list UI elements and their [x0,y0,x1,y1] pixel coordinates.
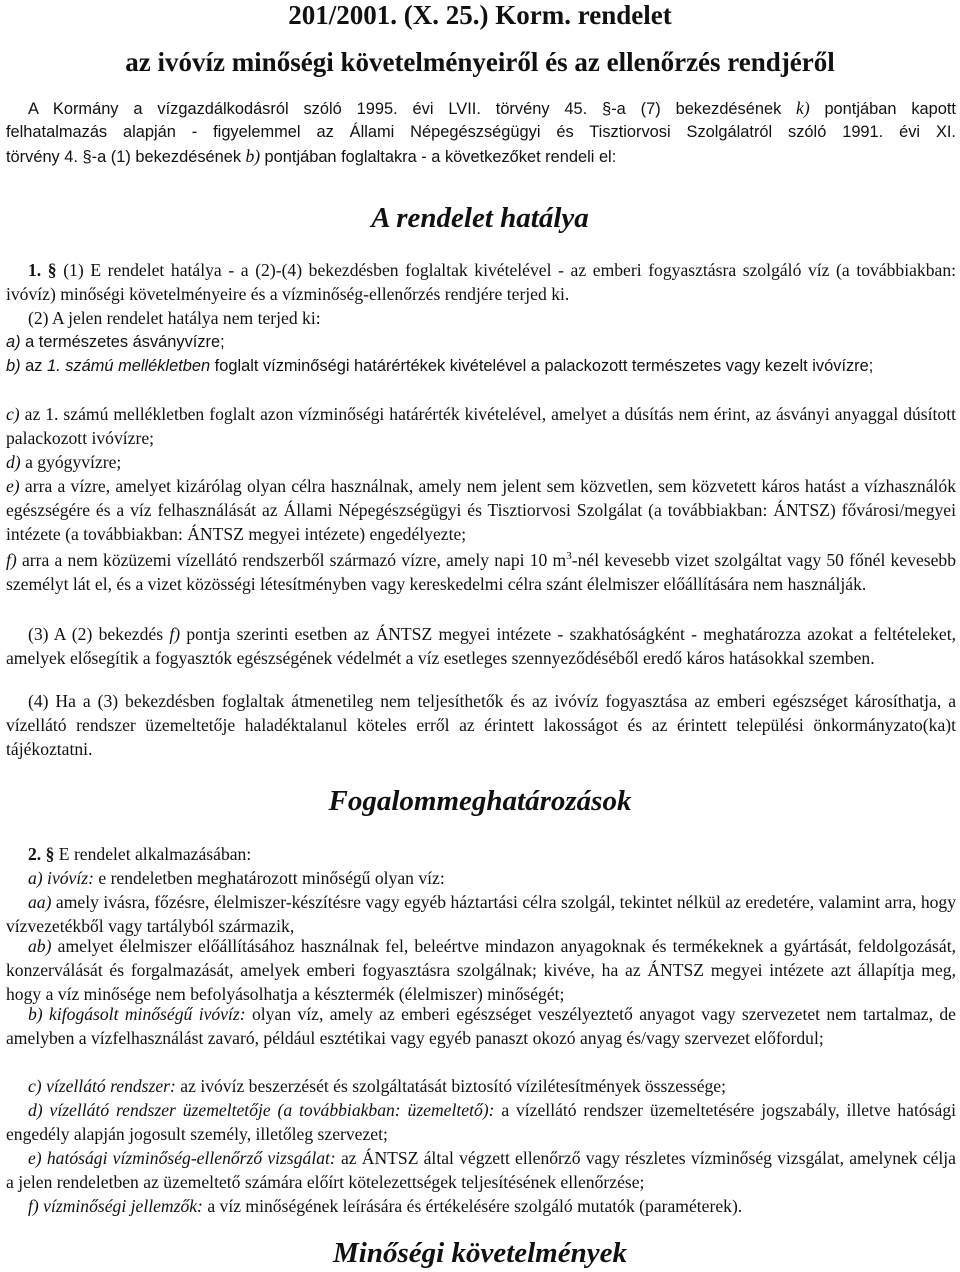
section2-item-a: a) ivóvíz: e rendeletben meghatározott minőségű olyan víz: [28,868,445,888]
document-subtitle: az ivóvíz minőségi követelményeiről és az ellenőrzés rendjéről [125,47,835,77]
section2-intro: 2. § E rendelet alkalmazásában: [28,844,252,864]
section-heading-quality-requirements: Minőségi követelmények [333,1237,627,1269]
section1-item-a: a) a természetes ásványvízre; [6,333,225,351]
section1-item-e: e) arra a vízre, amelyet kizárólag olyan célra használnak, amely nem jelent sem közvetlen, sem közvetett káros hatást a vízhasználók egészségére és a víz felhasználását az Állami Népegészségügyi és Tisztiorvosi Szolgálat (a továbbiakban: ÁNTSZ) fővárosi/megyei intézete (a továbbiakban: ÁNTSZ megyei intézete) engedélyezte; [6,476,956,544]
section2-item-aa: aa) amely ivásra, főzésre, élelmiszer-készítésre vagy egyéb háztartási célra szolgál, tekintet nélkül az eredetére, valamint arra, hogy vízvezetékből vagy tartályból származik, [6,892,957,936]
section1-paragraph-3: (3) A (2) bekezdés f) pontja szerinti esetben az ÁNTSZ megyei intézete - szakhatóságként - meghatározza azokat a feltételeket, amelyek elősegítik a fogyasztók egészségének védelmét a víz esetleges szennyeződéséből eredő káros hatásokkal szemben. [6,624,956,668]
section2-item-c: c) vízellátó rendszer: az ivóvíz beszerzését és szolgáltatását biztosító vízilétesítmények összessége; [28,1076,726,1096]
section-heading-definitions: Fogalommeghatározások [328,785,632,817]
section2-item-e: e) hatósági vízminőség-ellenőrző vizsgálat: az ÁNTSZ által végzett ellenőrző vagy részletes vízminőség vizsgálat, amelynek célja a jelen rendeletben az üzemeltető számára előírt kötelezettségek teljesítésének ellenőrzése; [6,1148,956,1192]
section2-item-b: b) kifogásolt minőségű ivóvíz: olyan víz, amely az emberi egészséget veszélyeztető anyagot vagy szervezetet nem tartalmaz, de amelyben a vízfelhasználást zavaró, például esztétikai vagy egyéb panaszt okozó anyag és/vagy szervezet előfordul; [6,1004,956,1048]
section1-paragraph-2: (2) A jelen rendelet hatálya nem terjed ki: [28,308,321,328]
preamble-line-1: A Kormány a vízgazdálkodásról szóló 1995. évi LVII. törvény 45. §-a (7) bekezdésének k) pontjában kapott [28,98,956,118]
preamble-line-3: törvény 4. §-a (1) bekezdésének b) pontjában foglaltakra - a következőket rendeli el: [6,146,617,166]
section1-paragraph-1: 1. § (1) E rendelet hatálya - a (2)-(4) bekezdésben foglaltak kivételével - az emberi fogyasztásra szolgáló víz (a továbbiakban: ivóvíz) minőségi követelményeire és a vízminőség-ellenőrzés rendjére terjed ki. [6,260,956,304]
section1-item-c: c) az 1. számú mellékletben foglalt azon vízminőségi határérték kivételével, amelyet a dúsítás nem érint, az ásványi anyaggal dúsított palackozott ivóvízre; [6,404,956,448]
preamble-line-2: felhatalmazás alapján - figyelemmel az Állami Népegészségügyi és Tisztiorvosi Szolgálatról szóló 1991. évi XI. [6,123,956,141]
section1-paragraph-4: (4) Ha a (3) bekezdésben foglaltak átmenetileg nem teljesíthetők és az ivóvíz fogyasztása az emberi egészséget károsíthatja, a vízellátó rendszer üzemeltetője haladéktalanul köteles erről az érintett lakosságot és az érintett települési önkormányzato(ka)t tájékoztatni. [6,691,956,759]
section2-item-f: f) vízminőségi jellemzők: a víz minőségének leírására és értékelésére szolgáló mutatók (paraméterek). [28,1196,743,1216]
document-title: 201/2001. (X. 25.) Korm. rendelet [288,0,672,30]
section-heading-scope: A rendelet hatálya [371,202,589,234]
section1-item-d: d) a gyógyvízre; [6,452,122,472]
section2-item-d: d) vízellátó rendszer üzemeltetője (a továbbiakban: üzemeltető): a vízellátó rendszer üzemeltetésére jogszabály, illetve hatósági engedély alapján jogosult személy, illetőleg szervezet; [6,1100,957,1144]
section1-item-f: f) arra a nem közüzemi vízellátó rendszerből származó vízre, amely napi 10 $m^3$-nél kevesebb vizet szolgáltat vagy 50 főnél kevesebb személyt lát el, és a vizet közösségi létesítményben vagy kereskedelmi célra szánt élelmiszer előállítására nem használják. [6,550,956,594]
section2-item-ab: ab) amelyet élelmiszer előállításához használnak fel, beleértve mindazon anyagoknak és termékeknek a gyártását, feldolgozását, konzerválását és forgalmazását, amelyek emberi fogyasztásra szolgálnak; kivéve, ha az ÁNTSZ megyei intézete azt állapítja meg, hogy a víz minősége nem befolyásolhatja a késztermék (élelmiszer) minőségét; [6,936,956,1004]
section1-item-b: b) az 1. számú mellékletben foglalt vízminőségi határértékek kivételével a palackozott természetes vagy kezelt ivóvízre; [6,357,874,375]
